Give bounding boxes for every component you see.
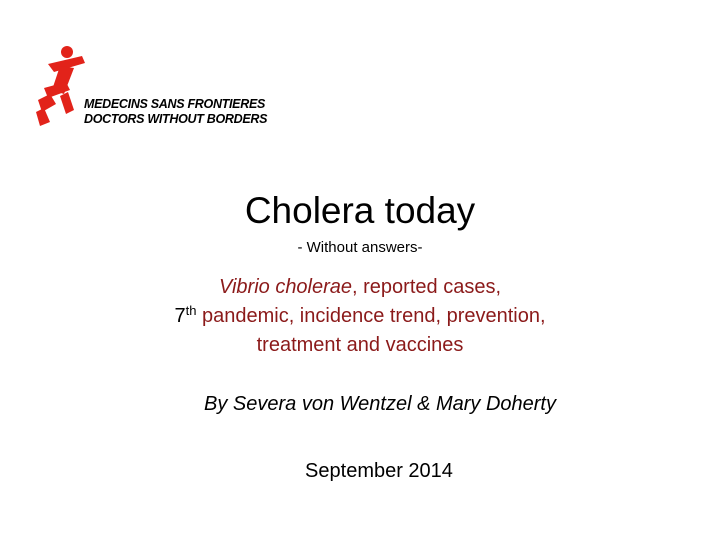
msf-logo xyxy=(30,42,268,132)
slide-title-text: Cholera today xyxy=(244,190,476,231)
authors-line: By Severa von Wentzel & Mary Doherty xyxy=(204,393,556,415)
topics-block xyxy=(0,273,720,360)
topics-line-1-rest: , reported cases, xyxy=(352,276,501,298)
species-name: Vibrio cholerae xyxy=(218,276,353,298)
msf-logo-text xyxy=(84,97,267,127)
logo-line-french: MEDECINS SANS FRONTIERES xyxy=(84,97,266,111)
topics-line-3: treatment and vaccines xyxy=(256,334,464,356)
ordinal-suffix: th xyxy=(185,303,197,318)
logo-line-english: DOCTORS WITHOUT BORDERS xyxy=(84,112,268,126)
ordinal-number: 7 xyxy=(174,305,186,327)
topics-line-2-rest: pandemic, incidence trend, prevention, xyxy=(196,305,546,327)
topics-line-2 xyxy=(0,302,720,331)
slide-subtitle: - Without answers- xyxy=(297,239,423,256)
slide-title xyxy=(0,189,720,233)
msf-running-figure-icon xyxy=(30,42,90,132)
topics-line-1 xyxy=(0,273,720,302)
presentation-date: September 2014 xyxy=(305,460,453,482)
